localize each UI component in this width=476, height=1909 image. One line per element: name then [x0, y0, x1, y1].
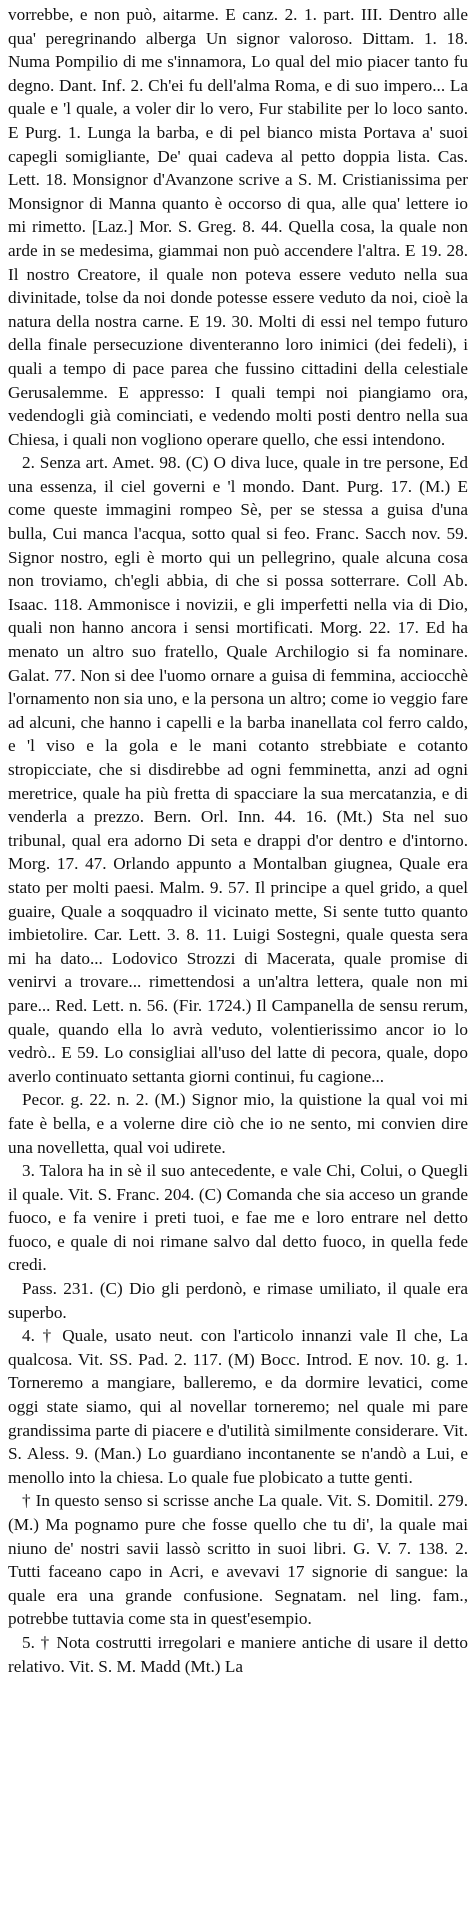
paragraph-4: 3. Talora ha in sè il suo antecedente, e vale Chi, Colui, o Quegli il quale. Vit. S. Franc. 204. (C) Comanda che sia acceso un grande fuoco, e fa venire i preti tuoi, e fae me e loro entrare nel detto fuoco, e quale di noi rimane salvo dal detto fuoco, in quella fede credi.	[8, 1161, 468, 1275]
paragraph-3: Pecor. g. 22. n. 2. (M.) Signor mio, la quistione la qual voi mi fate è bella, e a volerne dire ciò che io ne sento, mi convien dire una novelletta, qual voi udirete.	[8, 1090, 468, 1157]
paragraph-7: † In questo senso si scrisse anche La quale. Vit. S. Domitil. 279. (M.) Ma pognamo pure che fosse quello che tu di', la quale mai niuno de' nostri savii lassò scritto in suoi libri. G. V. 7. 138. 2. Tutti faceano capo in Acri, e avevavi 17 signorie di sangue: la quale era una grande confusione. Segnatam. nel ling. fam., potrebbe tuttavia come sta in quest'esempio.	[8, 1491, 468, 1629]
paragraph-1: vorrebbe, e non può, aitarme. E canz. 2. 1. part. III. Dentro alle qua' peregrinando alberga Un signor valoroso. Dittam. 1. 18. Numa Pompilio di me s'innamora, Lo qual del mio piacer tanto fu degno. Dant. Inf. 2. Ch'ei fu dell'alma Roma, e di suo impero... La quale e 'l quale, a voler dir lo vero, Fur stabilite per lo loco santo. E Purg. 1. Lunga la barba, e di pel bianco mista Portava a' suoi capegli somigliante, De' quai cadeva al petto doppia lista. Cas. Lett. 18. Monsignor d'Avanzone scrive a S. M. Cristianissima per Monsignor di Manna quanto è occorso di qua, alle qua' lettere io mi rimetto. [Laz.] Mor. S. Greg. 8. 44. Quella cosa, la quale non arde in se medesima, giammai non può accendere l'altra. E 19. 28. Il nostro Creatore, il quale non poteva essere veduto nella sua divinitade, tolse da noi donde potesse essere veduto da noi, cioè la natura della nostra carne. E 19. 30. Molti di essi nel tempo futuro della finale persecuzione diventeranno loro inimici (dei fedeli), i quali a tempo di pace parea che fussino cittadini della celestiale Gerusalemme. E appresso: I quali tempi noi piangiamo ora, vedendogli già cominciati, e vedendo molti posti dentro nella sua Chiesa, i quali non vogliono operare quello, che essi intendono.	[8, 5, 468, 449]
paragraph-2: 2. Senza art. Amet. 98. (C) O diva luce, quale in tre persone, Ed una essenza, il ciel governi e 'l mondo. Dant. Purg. 17. (M.) E come queste immagini rompeo Sè, per se stessa a guisa d'una bulla, Cui manca l'acqua, sotto qual si feo. Franc. Sacch nov. 59. Signor nostro, egli è morto qui un pellegrino, quale alcuna cosa non troviamo, ch'egli abbia, di che si possa sotterrare. Coll Ab. Isaac. 118. Ammonisce i novizii, e gli imperfetti nella via di Dio, quali non hanno ancora i sensi mortificati. Morg. 22. 17. Ed ha menato un altro suo fratello, Quale Archilogio si fa nominare. Galat. 77. Non si dee l'uomo ornare a guisa di femmina, acciocchè l'ornamento non sia uno, e la persona un altro; come io veggio fare ad alcuni, che hanno i capelli e la barba inanellata col ferro caldo, e 'l viso e la gola e le mani cotanto strebbiate e cotanto stropicciate, che si disdirebbe ad ogni femminetta, anzi ad ogni meretrice, quale ha più fretta di spacciare la sua mercatanzia, e di venderla a prezzo. Bern. Orl. Inn. 44. 16. (Mt.) Sta nel suo tribunal, qual era adorno Di seta e drappi d'or dentro e d'intorno. Morg. 17. 47. Orlando appunto a Montalban giugnea, Quale era stato per molti paesi. Malm. 9. 57. Il principe a quel grido, a quel guaire, Quale a soqquadro il vicinato mette, Si sente tutto quanto imbietolire. Car. Lett. 3. 8. 11. Luigi Sostegni, quale questa sera mi ha dato... Lodovico Strozzi di Macerata, quale promise di venirvi a trovare... rimettendosi a un'altra lettera, quale non mi pare... Red. Lett. n. 56. (Fir. 1724.) Il Campanella de sensu rerum, quale, quando ella lo avrà veduto, volentierissimo ancor io lo vedrò.. E 59. Lo consigliai all'uso del latte di pecora, quale, dopo averlo continuato settanta giorni continui, fu cagione...	[8, 453, 468, 1086]
paragraph-5: Pass. 231. (C) Dio gli perdonò, e rimase umiliato, il quale era superbo.	[8, 1279, 468, 1322]
paragraph-8: 5. † Nota costrutti irregolari e maniere antiche di usare il detto relativo. Vit. S. M. Madd (Mt.) La	[8, 1632, 468, 1676]
paragraph-6: 4. † Quale, usato neut. con l'articolo innanzi vale Il che, La qualcosa. Vit. SS. Pad. 2. 117. (M) Bocc. Introd. E nov. 10. g. 1. Torneremo a mangiare, balleremo, e da dormire levatici, come oggi state siamo, qui al novellar torneremo; nel quale mi pare grandissima parte di piacere e d'utilità similmente considerare. Vit. S. Aless. 9. (Man.) Lo guardiano incontanente se n'andò a Lui, e menollo into la chiesa. Lo quale fue plobicato a tutte genti.	[8, 1326, 468, 1487]
